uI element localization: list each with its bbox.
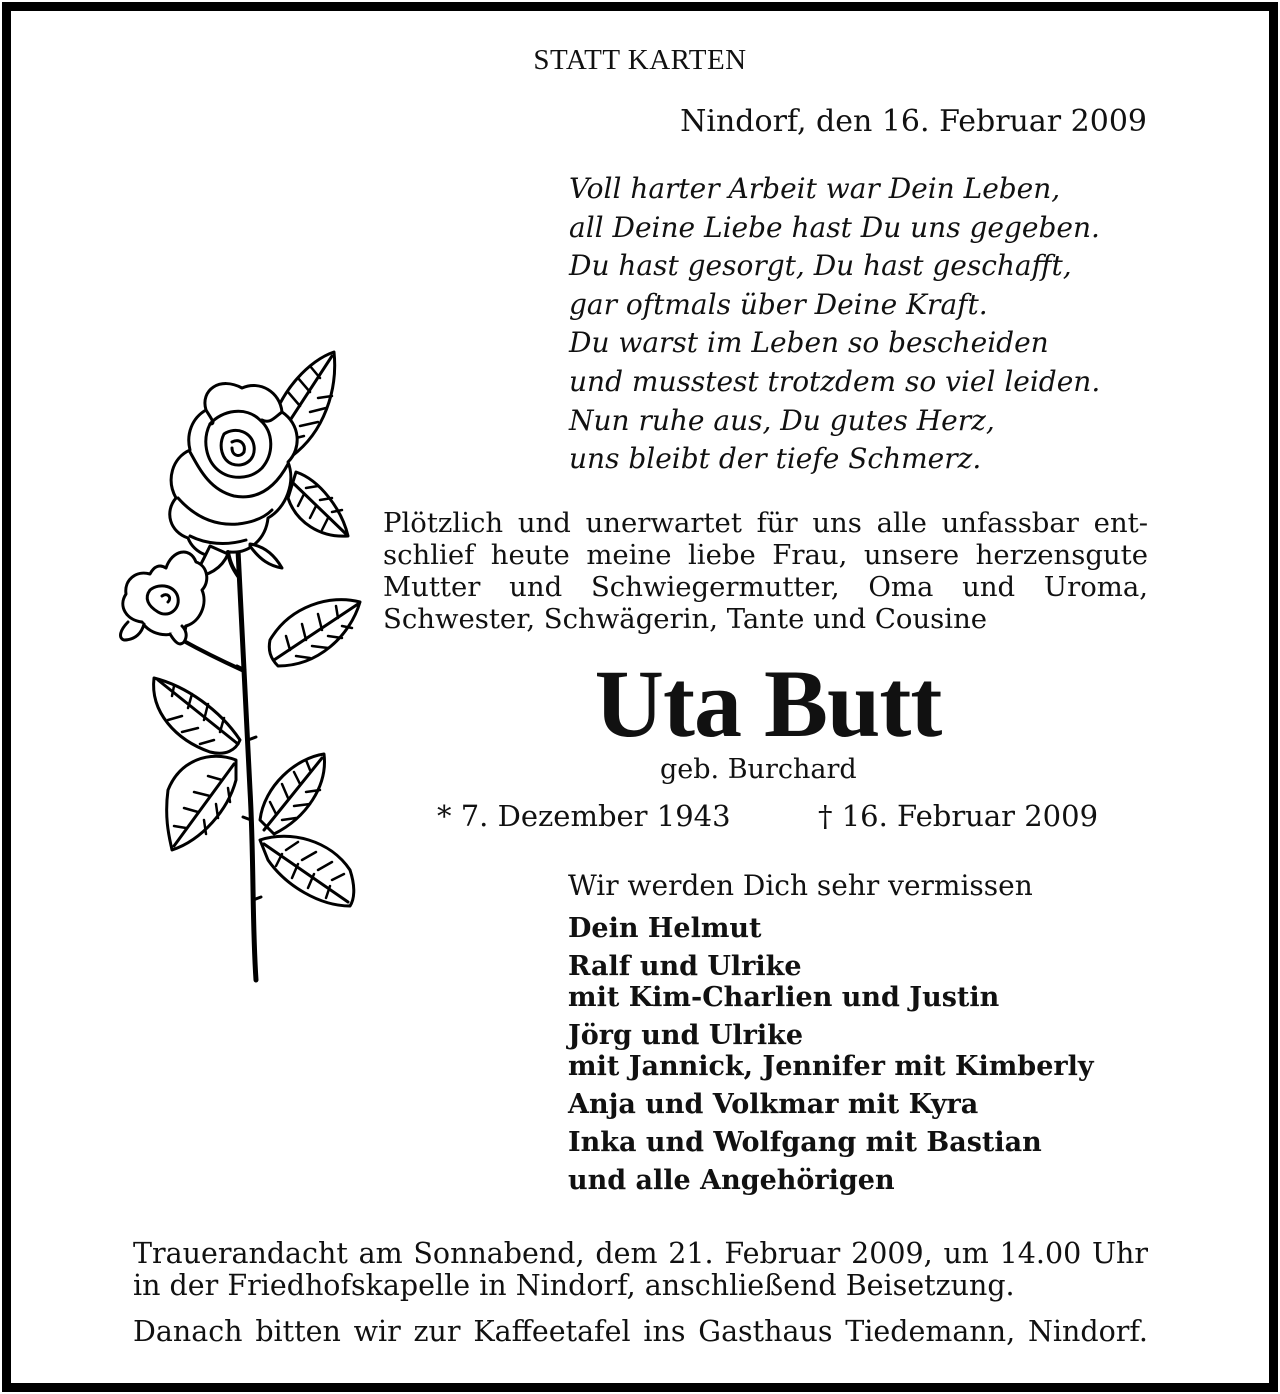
poem-line: Voll harter Arbeit war Dein Leben, xyxy=(569,172,1061,205)
mourner-line: Anja und Volkmar mit Kyra xyxy=(568,1089,979,1120)
mourner-group xyxy=(568,1089,1094,1120)
intro-line: schlief heute meine liebe Frau, unsere herzensgute xyxy=(383,539,1148,571)
funeral-line: Trauerandacht am Sonnabend, dem 21. Februar 2009, um 14.00 Uhr xyxy=(133,1237,1148,1270)
poem-line: all Deine Liebe hast Du uns gegeben. xyxy=(569,210,1100,244)
birth-date: * 7. Dezember 1943 xyxy=(437,799,731,833)
intro-line: Schwester, Schwägerin, Tante und Cousine xyxy=(383,603,988,635)
mourner-group xyxy=(568,1020,1094,1082)
place-date: Nindorf, den 16. Februar 2009 xyxy=(680,104,1147,139)
maiden-name: geb. Burchard xyxy=(660,754,857,785)
leaf xyxy=(288,472,348,536)
mourner-group xyxy=(568,951,1094,1013)
death-date: † 16. Februar 2009 xyxy=(818,799,1099,833)
mourner-line: Jörg und Ulrike xyxy=(568,1020,803,1051)
leaf xyxy=(167,756,236,850)
intro-line: Mutter und Schwiegermutter, Oma und Uroma, xyxy=(383,571,1148,603)
header-statt-karten: STATT KARTEN xyxy=(533,44,747,76)
mourners-intro: Wir werden Dich sehr vermissen xyxy=(568,869,1033,902)
mourner-group xyxy=(568,1127,1094,1158)
leaf xyxy=(154,678,240,753)
poem-line: und musstest trotzdem so viel leiden. xyxy=(569,364,1101,398)
mourner-line: und alle Angehörigen xyxy=(568,1165,895,1196)
funeral-details xyxy=(133,1238,1148,1302)
mourner-line: mit Kim-Charlien und Justin xyxy=(568,982,1000,1013)
deceased-name: Uta Butt xyxy=(594,650,942,757)
death-announcement-text xyxy=(383,507,1148,635)
mourner-line: Ralf und Ulrike xyxy=(568,951,802,982)
leaf xyxy=(260,754,324,834)
mourner-line: Dein Helmut xyxy=(568,913,762,944)
rose-bud xyxy=(121,552,207,644)
poem-line: uns bleibt der tiefe Schmerz. xyxy=(569,442,982,476)
mourner-group xyxy=(568,1165,1094,1196)
poem-line: Du hast gesorgt, Du hast geschafft, xyxy=(569,249,1072,283)
funeral-line: in der Friedhofskapelle in Nindorf, anschließend Beisetzung. xyxy=(133,1269,1015,1302)
poem-line: Du warst im Leben so bescheiden xyxy=(569,326,1049,360)
poem-line: Nun ruhe aus, Du gutes Herz, xyxy=(569,403,995,437)
mourner-line: Inka und Wolfgang mit Bastian xyxy=(568,1127,1042,1158)
mourners-list xyxy=(568,913,1094,1203)
mourner-line: mit Jannick, Jennifer mit Kimberly xyxy=(568,1051,1094,1082)
leaf xyxy=(260,836,354,906)
poem xyxy=(569,170,1100,479)
intro-line: Plötzlich und unerwartet für uns alle unfassbar ent- xyxy=(383,507,1148,539)
coffee-invitation: Danach bitten wir zur Kaffeetafel ins Gasthaus Tiedemann, Nindorf. xyxy=(133,1315,1148,1348)
poem-line: gar oftmals über Deine Kraft. xyxy=(569,287,988,321)
mourner-group xyxy=(568,913,1094,944)
rose-bloom xyxy=(170,384,297,578)
